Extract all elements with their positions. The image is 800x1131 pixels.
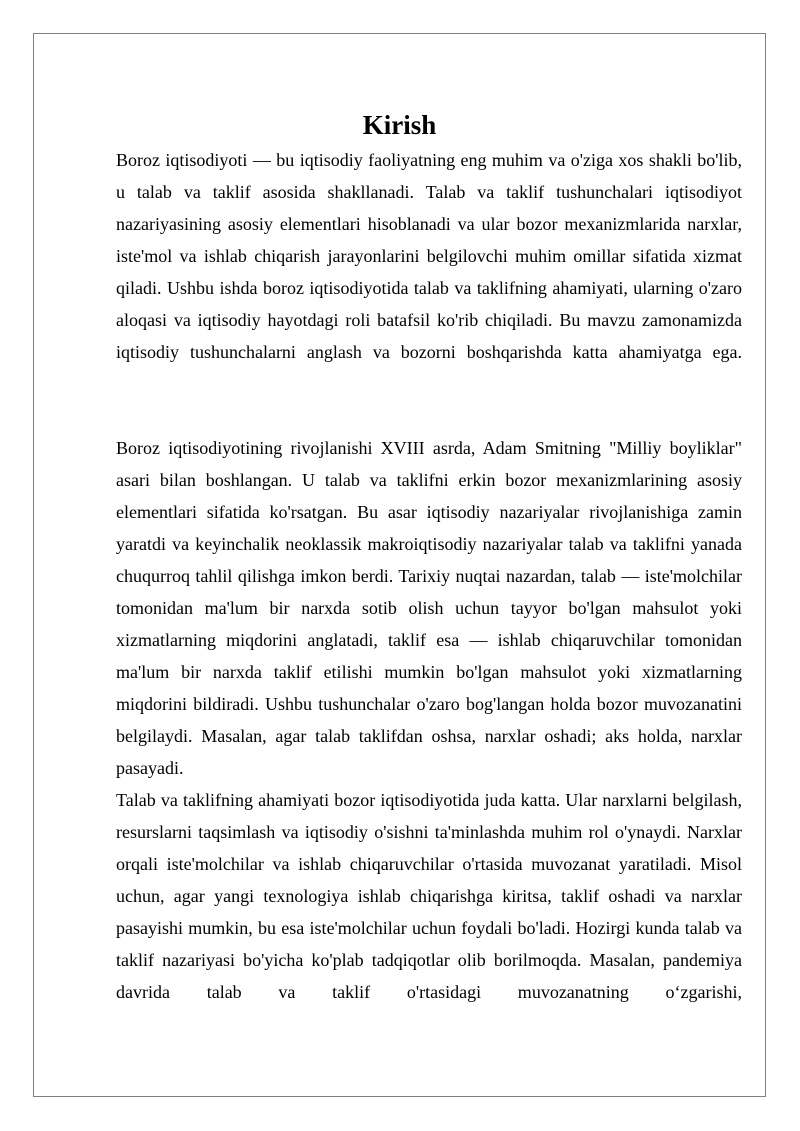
paragraph-1: Boroz iqtisodiyoti — bu iqtisodiy faoliyatning eng muhim va o'ziga xos shakli bo'lib, u talab va taklif asosida shakllanadi. Talab va taklif tushunchalari iqtisodiyot nazariyasining asosiy elementlari hisoblanadi va ular bozor mexanizmlarida narxlar, iste'mol va ishlab chiqarish jarayonlarini belgilovchi muhim omillar sifatida xizmat qiladi. Ushbu ishda boroz iqtisodiyotida talab va taklifning ahamiyati, ularning o'zaro aloqasi va iqtisodiy hayotdagi roli batafsil ko'rib chiqiladi. Bu mavzu zamonamizda iqtisodiy tushunchalarni anglash va bozorni boshqarishda katta ahamiyatga ega.: [116, 150, 742, 362]
page-title: Kirish: [362, 110, 437, 140]
paragraph-3: Talab va taklifning ahamiyati bozor iqtisodiyotida juda katta. Ular narxlarni belgilash, resurslarni taqsimlash va iqtisodiy o'sishni ta'minlashda muhim rol o'ynaydi. Narxlar orqali iste'molchilar va ishlab chiqaruvchilar o'rtasida muvozanat yaratiladi. Misol uchun, agar yangi texnologiya ishlab chiqarishga kiritsa, taklif oshadi va narxlar pasayishi mumkin, bu esa iste'molchilar uchun foydali bo'ladi. Hozirgi kunda talab va taklif nazariyasi bo'yicha ko'plab tadqiqotlar olib borilmoqda. Masalan, pandemiya davrida talab va taklif o'rtasidagi muvozanatning o‘zgarishi,: [116, 790, 742, 1002]
paragraph-2: Boroz iqtisodiyotining rivojlanishi XVIII asrda, Adam Smitning "Milliy boyliklar" asari bilan boshlangan. U talab va taklifni erkin bozor mexanizmlarining asosiy elementlari sifatida ko'rsatgan. Bu asar iqtisodiy nazariyalar rivojlanishiga zamin yaratdi va keyinchalik neoklassik makroiqtisodiy nazariyalar talab va taklifni yanada chuqurroq tahlil qilishga imkon berdi. Tarixiy nuqtai nazardan, talab — iste'molchilar tomonidan ma'lum bir narxda sotib olish uchun tayyor bo'lgan mahsulot yoki xizmatlarning miqdorini anglatadi, taklif esa — ishlab chiqaruvchilar tomonidan ma'lum bir narxda taklif etilishi mumkin bo'lgan mahsulot yoki xizmatlarning miqdorini bildiradi. Ushbu tushunchalar o'zaro bog'langan holda bozor muvozanatini belgilaydi. Masalan, agar talab taklifdan oshsa, narxlar oshadi; aks holda, narxlar pasayadi.: [116, 438, 742, 778]
document-page: [33, 33, 766, 1097]
